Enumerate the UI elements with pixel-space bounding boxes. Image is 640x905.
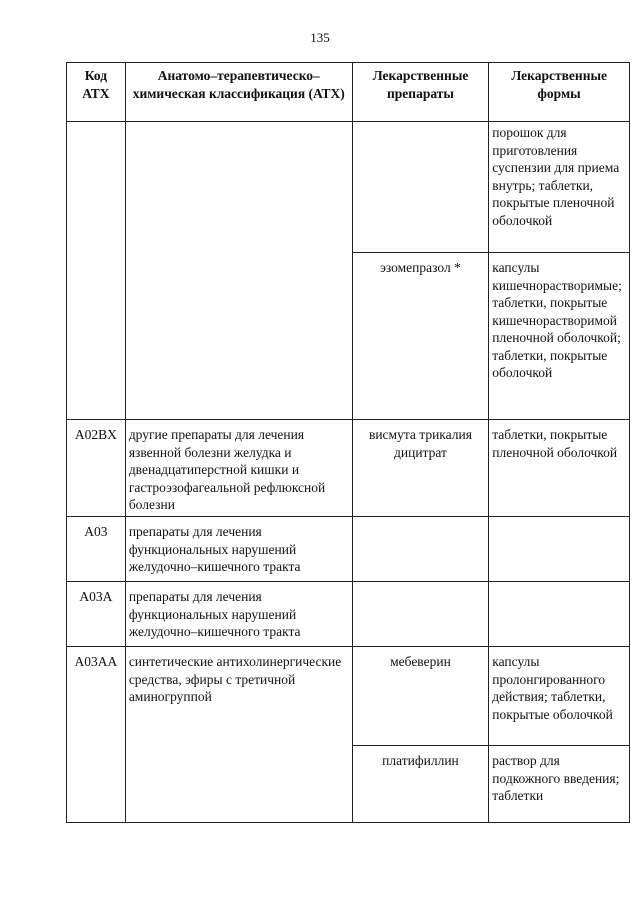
drug-name [352,582,489,647]
drug-forms [489,517,630,582]
table-row [67,517,630,582]
header-forms: Лекарственные формы [489,63,630,122]
atc-code: A03AA [67,647,126,823]
atc-classification: другие препараты для лечения язвенной болезни желудка и двенадцатиперстной кишки и гастроэзофагеальной рефлюксной болезни [125,420,352,517]
page-number: 135 [310,30,330,45]
drug-name [352,122,489,253]
atc-classification: синтетические антихолинергические средства, эфиры с третичной аминогруппой [125,647,352,823]
atc-code: A02BX [67,420,126,517]
atc-code: A03A [67,582,126,647]
header-drugs: Лекарственные препараты [352,63,489,122]
drug-forms [489,582,630,647]
atc-classification: препараты для лечения функциональных нарушений желудочно–кишечного тракта [125,582,352,647]
table-row [67,420,630,517]
table-row [67,582,630,647]
drug-name: висмута трикалия дицитрат [352,420,489,517]
table-row [67,647,630,746]
drug-name [352,517,489,582]
drug-forms: порошок для приготовления суспензии для приема внутрь; таблетки, покрытые пленочной оболочкой [489,122,630,253]
drug-name: платифиллин [352,746,489,823]
drug-forms: раствор для подкожного введения; таблетки [489,746,630,823]
drug-forms: капсулы кишечнорастворимые; таблетки, покрытые кишечнорастворимой пленочной оболочкой; таблетки, покрытые оболочкой [489,253,630,420]
table-row [67,122,630,253]
drug-name: мебеверин [352,647,489,746]
drug-forms: таблетки, покрытые пленочной оболочкой [489,420,630,517]
drug-name: эзомепразол * [352,253,489,420]
atc-classification: препараты для лечения функциональных нарушений желудочно–кишечного тракта [125,517,352,582]
header-classification: Анатомо–терапевтическо–химическая классификация (АТХ) [125,63,352,122]
header-code: Код АТХ [67,63,126,122]
atc-code [67,122,126,420]
drug-forms: капсулы пролонгированного действия; таблетки, покрытые оболочкой [489,647,630,746]
drug-classification-table [66,62,630,823]
table-header-row [67,63,630,122]
atc-code: A03 [67,517,126,582]
atc-classification [125,122,352,420]
